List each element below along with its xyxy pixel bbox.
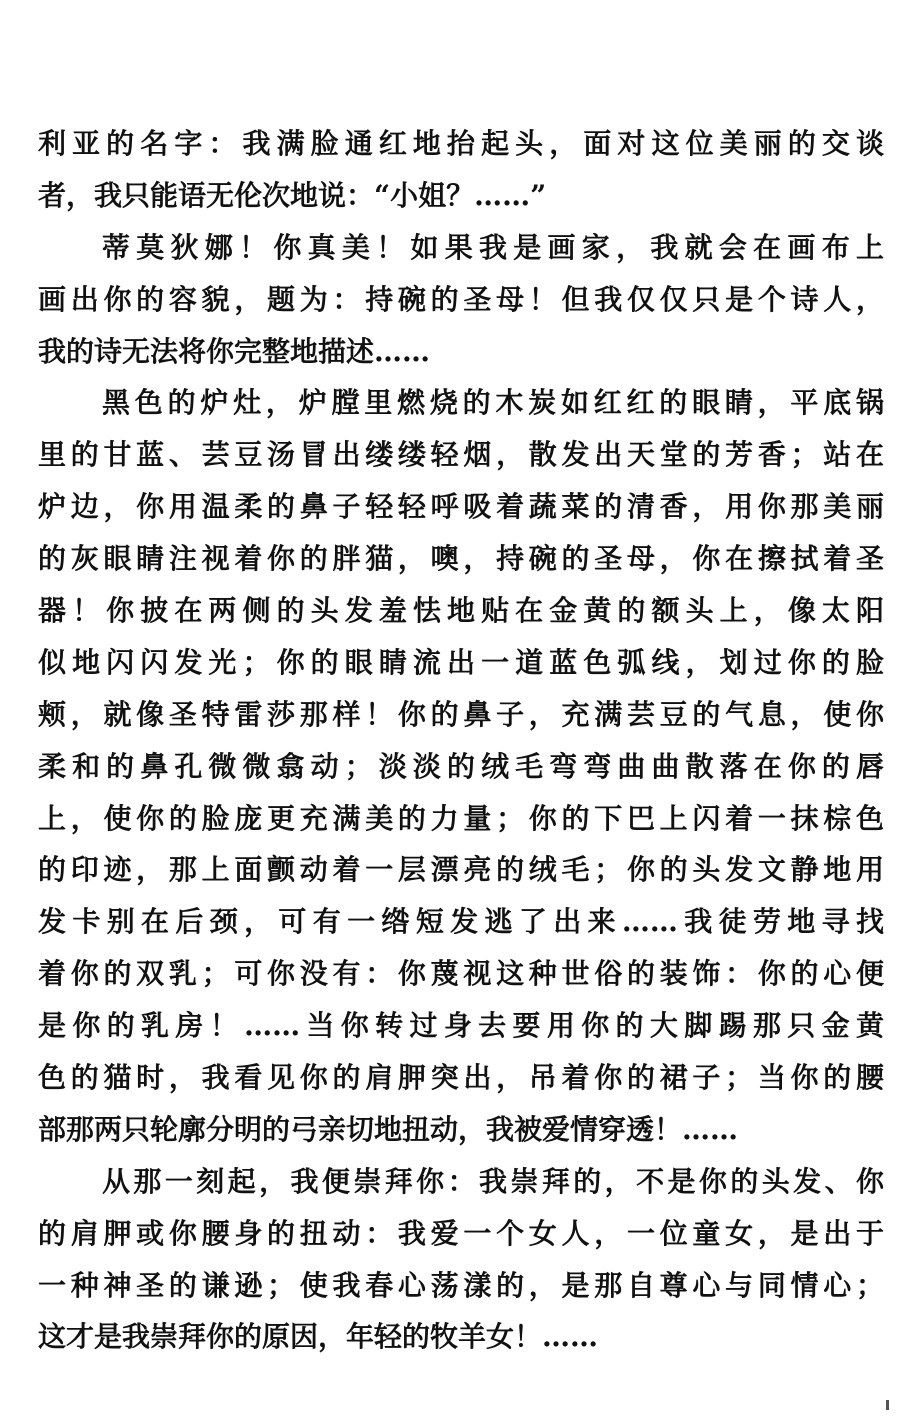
text-line: 里的甘蓝、芸豆汤冒出缕缕轻烟，散发出天堂的芳香；站在 bbox=[38, 438, 884, 472]
text-line: 利亚的名字：我满脸通红地抬起头，面对这位美丽的交谈 bbox=[38, 127, 884, 160]
text-line: 画出你的容貌，题为：持碗的圣母！但我仅仅只是个诗人， bbox=[38, 282, 884, 316]
text-line: 着你的双乳；可你没有：你蔑视这种世俗的装饰：你的心便 bbox=[38, 957, 884, 991]
text-line: 者，我只能语无伦次地说：“小姐？……” bbox=[38, 178, 547, 212]
text-line: 部那两只轮廓分明的弓亲切地扭动，我被爱情穿透！…… bbox=[38, 1112, 739, 1146]
text-line: 从那一刻起，我便崇拜你：我崇拜的，不是你的头发、你 bbox=[102, 1164, 884, 1198]
text-line: 柔和的鼻孔微微翕动；淡淡的绒毛弯弯曲曲散落在你的唇 bbox=[38, 749, 884, 783]
text-line: 色的猫时，我看见你的肩胛突出，吊着你的裙子；当你的腰 bbox=[38, 1061, 884, 1095]
text-line: 发卡别在后颈，可有一绺短发逃了出来……我徒劳地寻找 bbox=[38, 905, 884, 939]
text-line: 的肩胛或你腰身的扭动：我爱一个女人，一位童女，是出于 bbox=[38, 1216, 884, 1250]
text-line: 是你的乳房！……当你转过身去要用你的大脚踢那只金黄 bbox=[38, 1009, 884, 1043]
text-line: 这才是我崇拜你的原因，年轻的牧羊女！…… bbox=[38, 1320, 599, 1354]
text-line: 我的诗无法将你完整地描述…… bbox=[38, 334, 431, 368]
text-line: 炉边，你用温柔的鼻子轻轻呼吸着蔬菜的清香，用你那美丽 bbox=[38, 490, 884, 524]
text-line: 的灰眼睛注视着你的胖猫，噢，持碗的圣母，你在擦拭着圣 bbox=[38, 542, 884, 576]
text-line: 器！你披在两侧的头发羞怯地贴在金黄的额头上，像太阳 bbox=[38, 594, 884, 628]
text-line: 上，使你的脸庞更充满美的力量；你的下巴上闪着一抹棕色 bbox=[38, 801, 884, 835]
text-line: 蒂莫狄娜！你真美！如果我是画家，我就会在画布上 bbox=[102, 230, 884, 264]
body-text bbox=[38, 118, 884, 1363]
text-line: 颊，就像圣特雷莎那样！你的鼻子，充满芸豆的气息，使你 bbox=[38, 697, 884, 731]
text-line: 一种神圣的谦逊；使我春心荡漾的，是那自尊心与同情心； bbox=[38, 1268, 884, 1302]
text-line: 似地闪闪发光；你的眼睛流出一道蓝色弧线，划过你的脸 bbox=[38, 645, 884, 679]
scan-edge-mark bbox=[886, 1400, 889, 1410]
text-line: 黑色的炉灶，炉膛里燃烧的木炭如红红的眼睛，平底锅 bbox=[102, 386, 884, 420]
text-line: 的印迹，那上面颤动着一层漂亮的绒毛；你的头发文静地用 bbox=[38, 853, 884, 887]
